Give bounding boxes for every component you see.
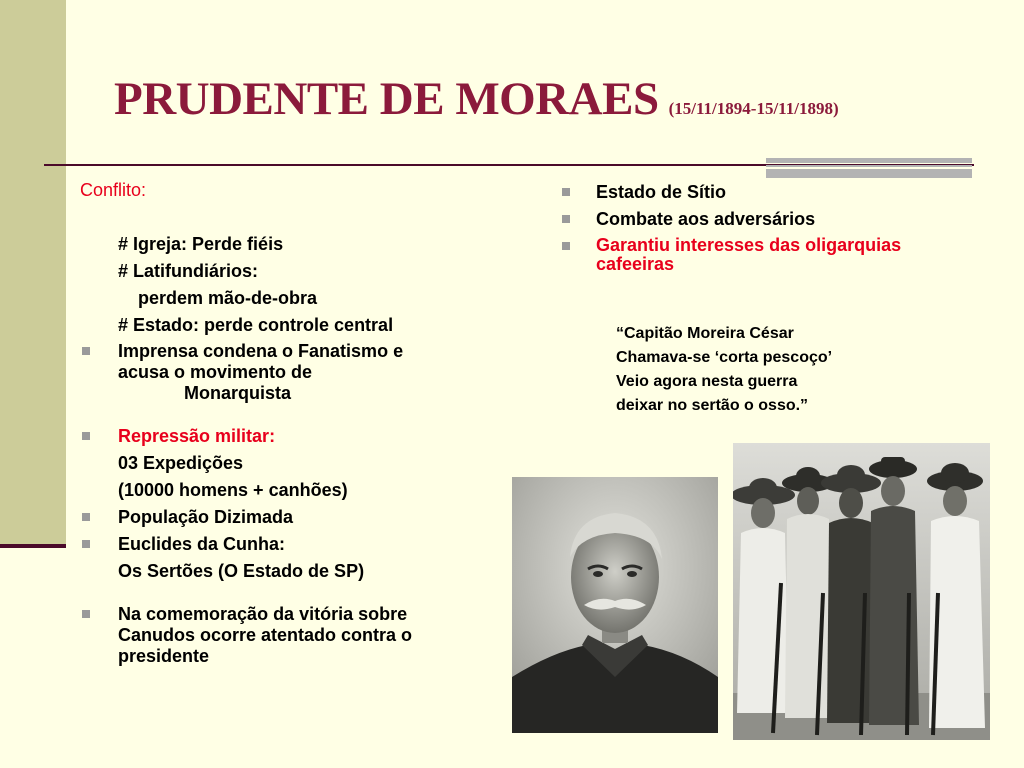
bullet-populacao: População Dizimada: [80, 507, 510, 528]
conflito-label: Conflito:: [80, 180, 147, 200]
repressao-homens: (10000 homens + canhões): [118, 480, 348, 500]
bullet-garantiu-line1: Garantiu interesses das oligarquias: [596, 235, 902, 255]
bullet-imprensa: [80, 341, 510, 404]
bullet-garantiu-line2: cafeeiras: [596, 254, 675, 274]
bullet-garantiu: [560, 236, 990, 274]
conflito-item-latifundiarios: # Latifundiários:: [118, 261, 259, 281]
quote-line-1: “Capitão Moreira César: [616, 325, 794, 342]
bullet-atentado: [80, 604, 510, 667]
gray-accent-bar-bottom: [766, 169, 972, 178]
slide-title: PRUDENTE DE MORAES: [114, 73, 659, 125]
bullet-euclides: Euclides da Cunha:: [80, 534, 510, 555]
bullet-atentado-line1: Na comemoração da vitória sobre: [118, 604, 408, 624]
repressao-expedicoes: 03 Expedições: [118, 453, 244, 473]
quote-line-2: Chamava-se ‘corta pescoço’: [616, 349, 833, 366]
conflito-item-igreja: # Igreja: Perde fiéis: [118, 234, 284, 254]
bullet-imprensa-line2: acusa o movimento de: [118, 362, 313, 382]
bullet-estado-de-sitio: Estado de Sítio: [560, 182, 990, 203]
bullet-combate: Combate aos adversários: [560, 209, 990, 230]
bullet-atentado-line3: presidente: [118, 646, 210, 666]
left-decorative-band: [0, 0, 66, 548]
soldiers-group-photo: [733, 443, 990, 740]
quote-block: [616, 322, 832, 418]
slide-dates: (15/11/1894-15/11/1898): [668, 99, 839, 118]
soldiers-illustration: [733, 443, 990, 740]
conflito-item-estado: # Estado: perde controle central: [118, 315, 394, 335]
bullet-imprensa-line1: Imprensa condena o Fanatismo e: [118, 341, 404, 361]
left-column: [80, 180, 510, 667]
right-column: [560, 182, 990, 274]
title-block: [114, 72, 839, 126]
quote-line-4: deixar no sertão o osso.”: [616, 397, 809, 414]
bullet-atentado-line2: Canudos ocorre atentado contra o: [118, 625, 413, 645]
quote-line-3: Veio agora nesta guerra: [616, 373, 798, 390]
euclides-os-sertoes: Os Sertões (O Estado de SP): [118, 561, 365, 581]
left-band-accent-line: [0, 544, 66, 548]
gray-accent-bar-middle: [766, 165, 972, 167]
portrait-photo: [512, 477, 718, 733]
bullet-repressao: Repressão militar:: [80, 426, 510, 447]
gray-accent-bar-top: [766, 158, 972, 163]
portrait-illustration: [512, 477, 718, 733]
bullet-imprensa-line3: Monarquista: [184, 383, 292, 403]
conflito-item-mao-de-obra: perdem mão-de-obra: [138, 288, 318, 308]
